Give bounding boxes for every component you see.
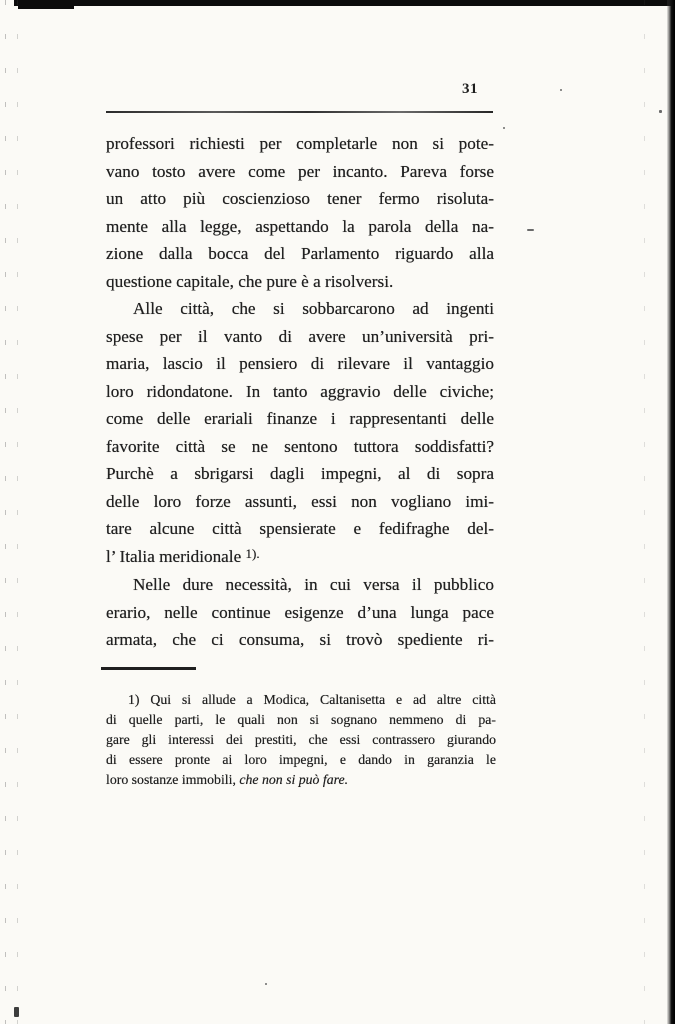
footnote-line: di essere pronte ai loro impegni, e dando in garanzia le [106,752,496,767]
text-line: come delle erariali finanze i rappresentanti delle [106,409,494,428]
paragraph [106,130,494,295]
text-line: tare alcune città spensierate e fedifraghe del- [106,519,494,538]
text-line: loro ridondatone. In tanto aggravio delle civiche; [106,381,494,401]
scan-speck [659,110,662,113]
text-run: l’ Italia meridionale [106,546,246,566]
text-line: armata, che ci consuma, si trovò spediente ri- [106,630,494,649]
scan-fold-line [5,0,6,1024]
text-line: favorite città se ne sentono tuttora soddisfatti? [106,436,494,456]
footnote-line [106,770,496,790]
italic-text-run: che non si può fare. [239,772,349,787]
scan-fold-line [644,0,645,1024]
scan-speck [14,1007,19,1017]
text-line: spese per il vanto di avere un’università pri- [106,326,494,346]
scan-speck [527,229,534,231]
scan-right-edge [667,0,675,1024]
footnote-line: di quelle parti, le quali non si sognano nemmeno di pa- [106,712,496,727]
text-line: vano tosto avere come per incanto. Pareva forse [106,161,494,181]
scan-speck [560,89,562,91]
text-line: Purchè a sbrigarsi dagli impegni, al di sopra [106,464,494,483]
text-line: delle loro forze assunti, essi non vogliano imi- [106,491,494,511]
footnote-line: 1) Qui si allude a Modica, Caltanisetta e ad altre città [128,692,496,707]
text-line: Nelle dure necessità, in cui versa il pubblico [133,575,494,594]
body-text [106,130,494,654]
paragraph [106,571,494,654]
paragraph [106,295,494,571]
text-line: un atto più coscienzioso tener fermo risoluta- [106,189,494,208]
scan-top-edge [14,0,675,6]
text-line: questione capitale, che pure è a risolversi. [106,271,394,291]
header-rule [106,111,493,113]
text-line: erario, nelle continue esigenze d’una lunga pace [106,602,494,622]
footnote-rule [101,667,196,670]
text-line: zione dalla bocca del Parlamento riguardo alla [106,244,494,263]
footnote [106,690,496,790]
scan-top-edge-blob [18,0,74,9]
footnote-reference: 1). [245,545,260,561]
page-number: 31 [462,81,478,97]
scan-speck [265,983,267,985]
text-line: mente alla legge, aspettando la parola della na- [106,216,494,236]
footnote-line: gare gli interessi dei prestiti, che essi contrassero giurando [106,732,496,747]
text-run: loro sostanze immobili, [106,772,240,787]
text-line: Alle città, che si sobbarcarono ad ingenti [133,299,494,318]
text-line: maria, lascio il pensiero di rilevare il vantaggio [106,354,494,373]
scan-speck [503,127,505,129]
scan-fold-line [17,0,18,1024]
text-line [106,543,494,572]
text-line: professori richiesti per completarle non si pote- [106,134,494,153]
